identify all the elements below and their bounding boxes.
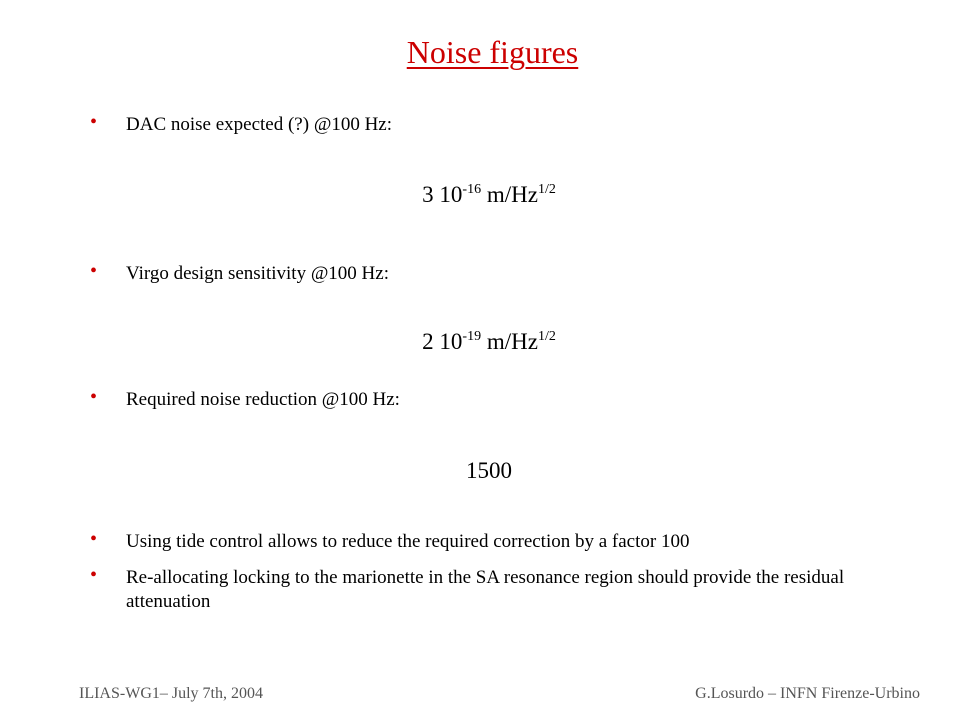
bullet-icon: • bbox=[90, 386, 98, 408]
bullet-item bbox=[90, 262, 890, 286]
bullet-item bbox=[90, 113, 890, 137]
slide-title: Noise figures bbox=[406, 34, 579, 70]
formula-exponent: -19 bbox=[462, 329, 482, 344]
formula-unit: m/Hz bbox=[481, 182, 538, 207]
bullet-icon: • bbox=[90, 564, 98, 586]
formula-unit-exponent: 1/2 bbox=[537, 329, 556, 344]
bullet-text: Using tide control allows to reduce the required correction by a factor 100 bbox=[126, 531, 690, 552]
bullet-icon: • bbox=[90, 260, 98, 282]
bullet-item bbox=[90, 566, 890, 614]
formula-base: 2 10 bbox=[422, 329, 463, 354]
formula-dac-noise bbox=[0, 181, 960, 209]
footer-left: ILIAS-WG1– July 7th, 2004 bbox=[79, 685, 263, 702]
formula-exponent: -16 bbox=[462, 182, 482, 197]
footer-right: G.Losurdo – INFN Firenze-Urbino bbox=[695, 685, 920, 702]
bullet-icon: • bbox=[90, 528, 98, 550]
formula-base: 3 10 bbox=[422, 182, 463, 207]
bullet-icon: • bbox=[90, 111, 98, 133]
bullet-text: DAC noise expected (?) @100 Hz: bbox=[126, 114, 392, 135]
bullet-text: Re-allocating locking to the marionette in the SA resonance region should provide the residual attenuation bbox=[126, 567, 845, 612]
formula-unit-exponent: 1/2 bbox=[537, 182, 556, 197]
bullet-item bbox=[90, 530, 890, 554]
bullet-item bbox=[90, 388, 890, 412]
formula-unit: m/Hz bbox=[481, 329, 538, 354]
bullet-text: Required noise reduction @100 Hz: bbox=[126, 389, 400, 410]
bullet-text: Virgo design sensitivity @100 Hz: bbox=[126, 263, 389, 284]
formula-reduction-factor: 1500 bbox=[466, 458, 512, 483]
formula-virgo-sensitivity bbox=[0, 328, 960, 356]
